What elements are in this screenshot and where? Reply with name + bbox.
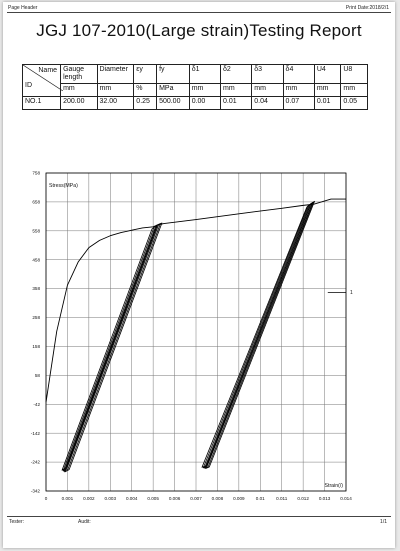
x-tick-label: 0.01 (255, 496, 265, 501)
table-cell: 0.00 (189, 97, 220, 110)
unit-cell: MPa (157, 84, 190, 97)
report-sheet (3, 2, 395, 548)
x-tick-label: 0.002 (83, 496, 95, 501)
table-cell: 32.00 (97, 97, 134, 110)
table-cell: 500.00 (157, 97, 190, 110)
x-tick-label: 0.006 (168, 496, 181, 501)
x-tick-label: 0.004 (125, 496, 138, 501)
x-tick-label: 0.011 (276, 496, 288, 501)
y-tick-label: -342 (30, 488, 40, 494)
x-tick-label: 0.009 (233, 496, 245, 501)
y-tick-label: 658 (32, 199, 40, 205)
column-header: Diameter (97, 65, 134, 84)
unit-cell: mm (283, 84, 314, 97)
column-header: δ2 (220, 65, 251, 84)
footer-divider (7, 516, 391, 517)
page-number: 1/1 (380, 519, 387, 525)
table-cell: 0.25 (134, 97, 157, 110)
column-header: fy (157, 65, 190, 84)
y-tick-label: -142 (30, 430, 40, 436)
x-tick-label: 0.001 (61, 496, 74, 501)
column-header: U4 (314, 65, 341, 84)
report-title: JGJ 107-2010(Large strain)Testing Report (36, 21, 362, 40)
x-tick-label: 0.013 (318, 496, 331, 501)
x-tick-label: 0.014 (340, 496, 352, 501)
unit-cell: mm (61, 84, 97, 97)
table-units-row (23, 84, 368, 97)
table-cell: 0.05 (341, 97, 368, 110)
x-tick-label: 0.012 (297, 496, 309, 501)
tester-label: Tester: (9, 519, 25, 525)
column-header: U8 (341, 65, 368, 84)
parameter-table (22, 64, 368, 110)
column-header: Gauge length (61, 65, 97, 84)
x-axis-label: Strain(/) (324, 483, 343, 489)
unit-cell: mm (252, 84, 283, 97)
x-tick-label: 0.007 (190, 496, 202, 501)
table-cell: 0.01 (314, 97, 341, 110)
stress-strain-chart (23, 165, 363, 510)
y-tick-label: -242 (30, 459, 40, 465)
column-header: δ4 (283, 65, 314, 84)
column-header: εy (134, 65, 157, 84)
corner-id-label: ID (25, 82, 32, 89)
y-tick-label: 58 (34, 372, 40, 378)
print-date: Print Date:2018/2/1 (345, 5, 389, 11)
unit-cell: mm (220, 84, 251, 97)
table-cell: 0.07 (283, 97, 314, 110)
header-divider (7, 12, 391, 13)
unit-cell: % (134, 84, 157, 97)
series-label: 1 (350, 290, 353, 297)
column-header: δ3 (252, 65, 283, 84)
audit-label: Audit: (78, 519, 91, 525)
unit-cell: mm (97, 84, 134, 97)
table-cell: 200.00 (61, 97, 97, 110)
table-cell: 0.04 (252, 97, 283, 110)
name-id-corner-cell (23, 65, 61, 97)
page-header-label: Page Header (8, 5, 38, 11)
y-tick-label: 158 (32, 344, 40, 350)
x-tick-label: 0.005 (147, 496, 159, 501)
table-cell: 0.01 (220, 97, 251, 110)
y-tick-label: 458 (32, 257, 40, 263)
table-row (23, 97, 368, 110)
y-tick-label: 258 (32, 315, 40, 321)
y-axis-label: Stress(MPa) (49, 183, 78, 189)
y-tick-label: -42 (33, 401, 40, 407)
row-id-cell: NO.1 (23, 97, 61, 110)
table-header-row (23, 65, 368, 84)
x-tick-label: 0.008 (211, 496, 224, 501)
unit-cell: mm (341, 84, 368, 97)
x-tick-label: 0.003 (104, 496, 117, 501)
column-header: δ1 (189, 65, 220, 84)
y-tick-label: 358 (32, 286, 40, 292)
x-tick-label: 0 (44, 496, 48, 501)
y-tick-label: 758 (32, 170, 40, 176)
y-tick-label: 558 (32, 228, 40, 234)
corner-name-label: Name (38, 67, 58, 74)
unit-cell: mm (314, 84, 341, 97)
unit-cell: mm (189, 84, 220, 97)
